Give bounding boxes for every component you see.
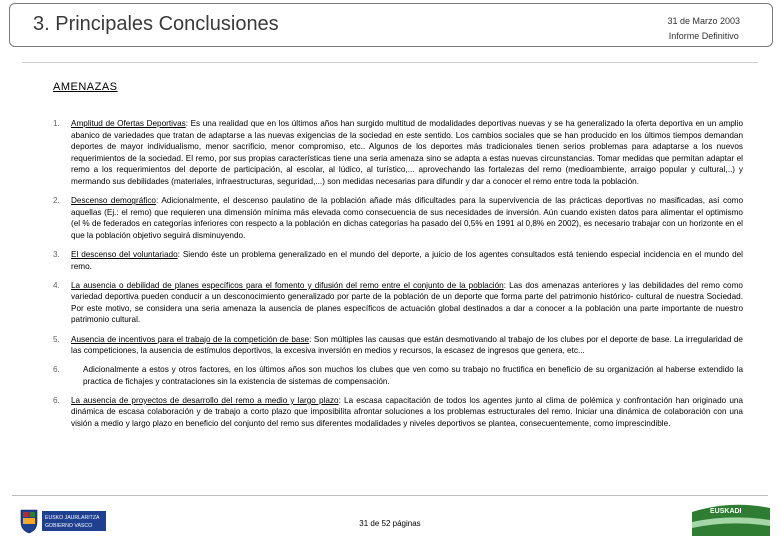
item-number: 1. — [53, 119, 60, 128]
gov-logo-line2: GOBIERNO VASCO — [45, 523, 93, 529]
euskadi-logo-icon — [690, 500, 772, 538]
header-meta — [667, 14, 740, 44]
report-date: 31 de Marzo 2003 — [667, 16, 740, 26]
item-text: : Las dos amenazas anteriores y las debilidades del remo como variedad deportiva pueden conducir a un desconocimiento generalizado por parte de la población de un deporte que forma parte del patrimonio histórico- cultural de nuestra Sociedad. Por este motivo, se considera una seria amenaza la ausencia de planes específicos de actuación global destinados a dar a conocer a la población una parte importante de nuestro patrimonio cultural. — [71, 280, 743, 325]
gov-logo-line1: EUSKO JAURLARITZA — [45, 515, 100, 521]
list-item — [53, 334, 743, 357]
threats-list — [53, 118, 743, 437]
euskadi-logo-text: EUSKADI — [710, 508, 742, 515]
list-item — [53, 118, 743, 188]
item-term: Amplitud de Ofertas Deportivas — [71, 119, 186, 128]
list-item — [53, 249, 743, 272]
item-number: 6. — [53, 395, 60, 405]
item-term: El descenso del voluntariado — [71, 249, 178, 259]
footer-divider — [12, 495, 768, 496]
item-text: : Es una realidad que en los últimos años han surgido multitud de modalidades deportivas nuevas y se ha generalizado la oferta deportiva en un amplio abanico de variedades que tratan de adaptarse a las nuevas exigencias de la sociedad en este sentido. Los cambios sociales que se han producido en los últimos tiempos demandan deportes de mayor individualismo, menor sacrificio, menor compromiso, etc.. Algunos de los deportes más tradicionales tienen serios problemas para adaptarse a los nuevos requerimientos de la sociedad. El remo, por sus propias características tiene una seria amenaza sino se adapta a estas nuevas circunstancias. Tomar medidas que permitan adaptar el remo a los requerimientos del deporte de participación, al escolar, al lúdico, al turístico,... aprovechando las fortalezas del remo (medioambiente, arraigo popular y cultural,..) y mermando sus debilidades (materiales, infraestructuras, seguridad,...) son medidas necesarias para difundir y dar a conocer el remo entre toda la población. — [71, 119, 743, 186]
item-text: Adicionalmente a estos y otros factores, en los últimos años son muchos los clubes que ven como su trabajo no fructifica en beneficio de su organización al haberse extendido la practica de fichajes y contrataciones sin la existencia de sistemas de compensación. — [83, 365, 743, 386]
header-divider — [22, 62, 758, 63]
report-subtitle: Informe Definitivo — [668, 31, 739, 41]
item-number: 4. — [53, 280, 60, 290]
list-item — [53, 280, 743, 326]
item-term: La ausencia o debilidad de planes específicos para el fomento y difusión del remo entre el conjunto de la población — [71, 280, 504, 290]
item-text: : La escasa capacitación de todos los agentes junto al clima de polémica y confrontación han originado una dinámica de escasa colaboración y de trabajo a corto plazo que imposibilita afrontar soluciones a los problemas estructurales del remo. Iniciar una dinámica de colaboración con una visión a medio y largo plazo en beneficio del conjunto del remo sus diferentes modalidades y niveles deportivos se plantea, consecuentemente, como imprescindible. — [71, 395, 743, 429]
item-number: 3. — [53, 249, 60, 259]
item-number: 6. — [53, 365, 60, 375]
item-number: 5. — [53, 334, 60, 344]
page-title: 3. Principales Conclusiones — [33, 13, 279, 35]
section-heading: AMENAZAS — [53, 81, 118, 93]
list-item — [53, 395, 743, 430]
item-number: 2. — [53, 196, 60, 206]
item-term: La ausencia de proyectos de desarrollo del remo a medio y largo plazo — [71, 395, 339, 405]
page-number: 31 de 52 páginas — [359, 519, 421, 528]
item-term: Ausencia de incentivos para el trabajo de la competición de base — [71, 334, 310, 344]
item-term: Descenso demográfico — [71, 196, 156, 206]
list-item — [53, 364, 743, 387]
list-item — [53, 195, 743, 241]
item-text: : Son múltiples las causas que están desmotivando al trabajo de los clubes por el deporte de base. La irregularidad de las competiciones, la ausencia de estímulos deportivos, la excesiva inversión en medios y recursos, la escasez de ingresos que genera, etc... — [71, 334, 743, 356]
euskadi-logo — [690, 500, 772, 538]
item-text: : Siendo éste un problema generalizado en el mundo del deporte, a juicio de los agentes consultados está teniendo especial incidencia en el mundo del remo. — [71, 249, 744, 271]
item-text: : Adicionalmente, el descenso paulatino de la población añade más dificultades para la supervivencia de las prácticas deportivas no masificadas, así como aquellas (Ej.: el remo) que requieren una dimensión mínima más elevada como consecuencia de sus necesidades de inversión. Aún cuando existen datos para alimentar el optimismo (el % de federados en categorías inferiores con respecto a la población en dichas categorías ha pasado del 0,5% en 1991 al 0,8% en 2002), es necesario trabajar con un horizonte en el que la población objetivo seguirá disminuyendo. — [71, 196, 743, 240]
